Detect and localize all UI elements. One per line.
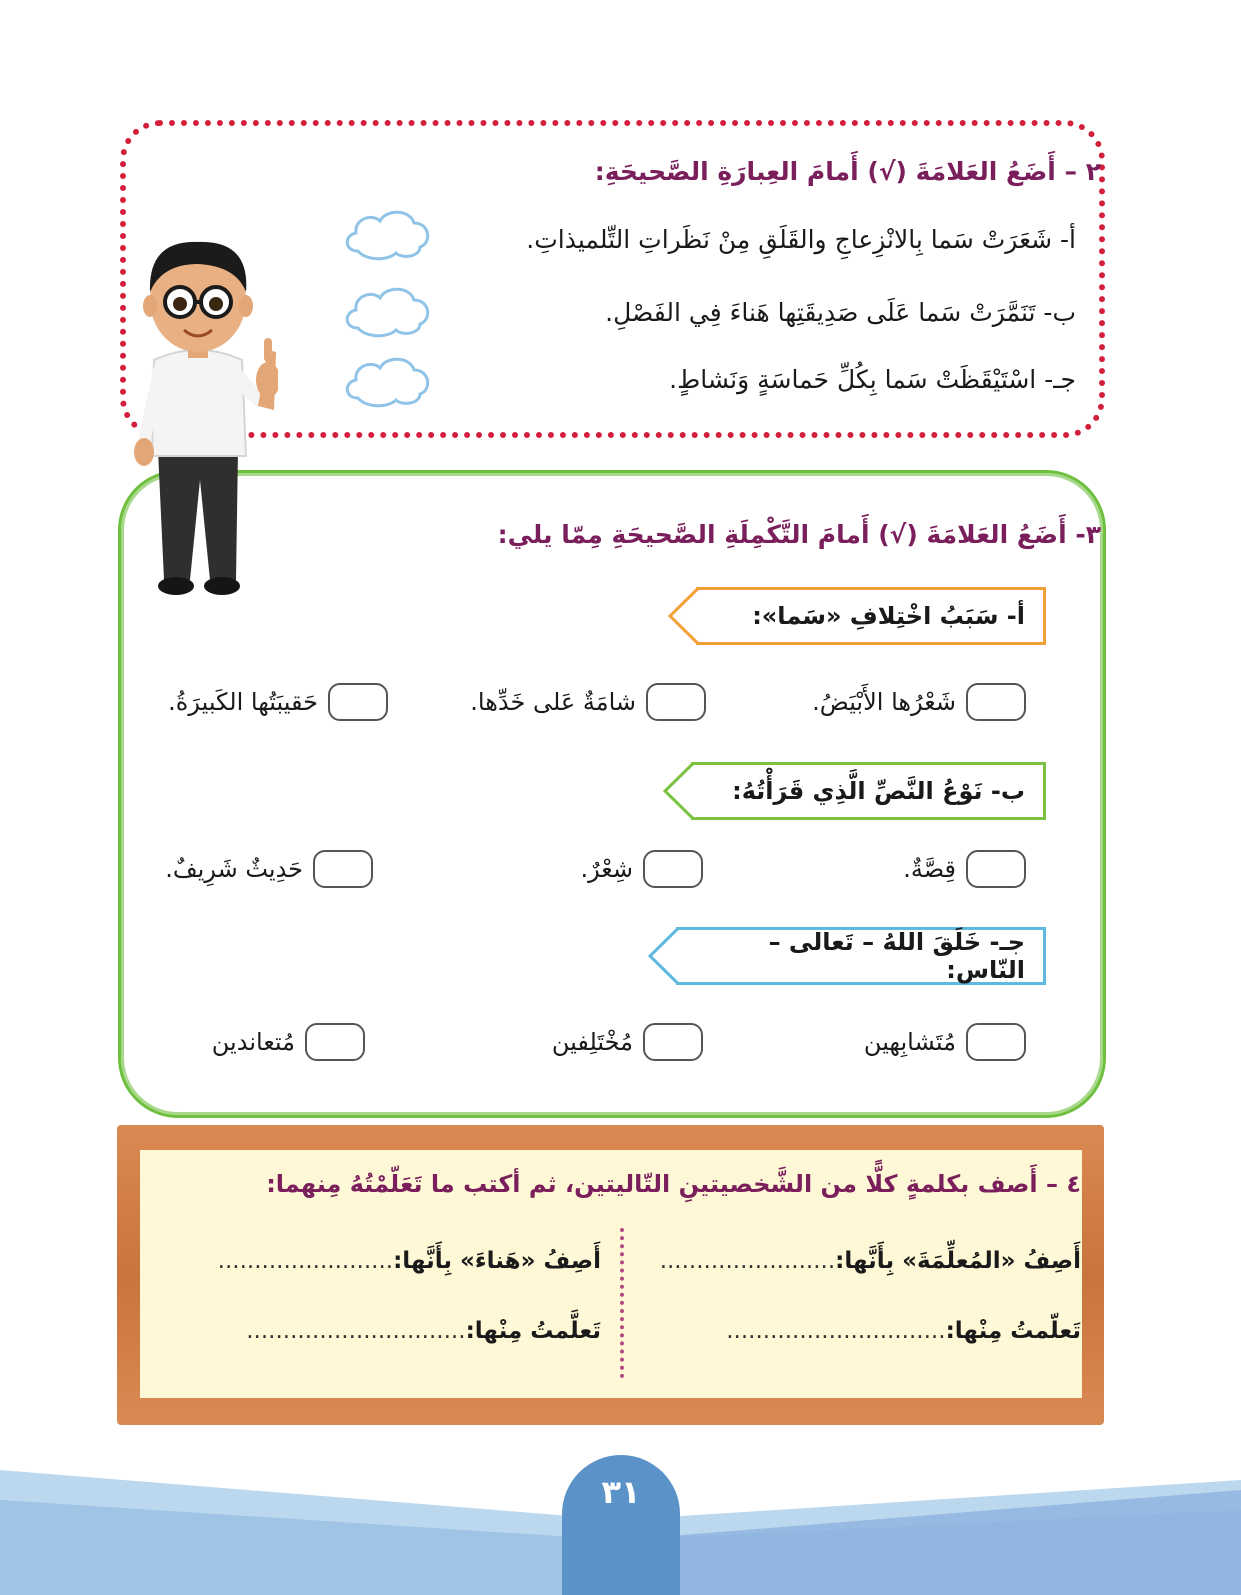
checkbox[interactable] [966,850,1026,888]
option-text: حَقيبَتُها الكَبيرَةُ. [168,688,318,716]
answer-blank[interactable]: .............................. [726,1318,946,1344]
answer-blank[interactable]: .............................. [246,1318,466,1344]
cloud-answer-b[interactable] [340,282,436,338]
learned-hanaa-label: تَعلَّمتُ مِنْها: [465,1318,601,1344]
question-a-text: أ- سَبَبُ اخْتِلافِ «سَما»: [752,602,1025,630]
column-divider [620,1228,624,1378]
describe-teacher-line [660,1248,1081,1274]
question-a-label [696,587,1046,645]
option-text: مُخْتَلِفين [551,1028,633,1056]
learned-hanaa-line [246,1318,601,1344]
cloud-icon [340,282,436,338]
cloud-icon [340,205,436,261]
checkbox[interactable] [305,1023,365,1061]
option-a2[interactable] [470,683,706,721]
option-text: شِعْرٌ. [580,855,633,883]
option-text: شامَةٌ عَلى خَدِّها. [470,688,636,716]
cloud-answer-a[interactable] [340,205,436,261]
statement-c: جـ- اسْتَيْقَظَتْ سَما بِكُلِّ حَماسَةٍ وَنَشاطٍ. [669,365,1076,394]
section-2-title: ٢ – أَضَعُ العَلامَةَ (√) أَمامَ العِبارَةِ الصَّحيحَةِ: [594,157,1101,186]
cloud-icon [340,352,436,408]
option-c1[interactable] [864,1023,1026,1061]
question-c-label [676,927,1046,985]
question-c-text: جـ- خَلَقَ اللهُ – تَعالى – النّاس: [768,928,1025,984]
describe-hanaa-label: أَصِفُ «هَناءَ» بِأَنَّها: [393,1248,601,1274]
option-text: مُتعاندين [211,1028,295,1056]
option-b3[interactable] [165,850,373,888]
page-number: ٣١ [562,1455,680,1595]
learned-teacher-line [726,1318,1081,1344]
option-b1[interactable] [903,850,1026,888]
question-b-text: ب- نَوْعُ النَّصِّ الَّذِي قَرَأْتُهُ: [732,777,1025,805]
option-c2[interactable] [552,1023,703,1061]
option-text: شَعْرُها الأَبْيَضُ. [812,688,956,716]
option-text: مُتَشابِهين [863,1028,956,1056]
statement-b: ب- تَنَمَّرَتْ سَما عَلَى صَدِيقَتِها هَناءَ فِي الفَصْلِ. [605,298,1076,327]
learned-teacher-label: تَعلّمتُ مِنْها: [945,1318,1081,1344]
describe-hanaa-line [218,1248,601,1274]
cloud-answer-c[interactable] [340,352,436,408]
option-a1[interactable] [812,683,1026,721]
checkbox[interactable] [646,683,706,721]
question-b-label [691,762,1046,820]
checkbox[interactable] [966,683,1026,721]
describe-teacher-label: أَصِفُ «المُعلِّمَةَ» بِأَنَّها: [835,1248,1081,1274]
statement-a: أ- شَعَرَتْ سَما بِالانْزِعاجِ والقَلَقِ مِنْ نَظَراتِ التِّلميذاتِ. [526,225,1076,254]
option-b2[interactable] [580,850,703,888]
section-4-title: ٤ – أَصف بكلمةٍ كلًّا من الشَّخصيتينِ التّاليتين، ثم أكتب ما تَعَلّمْتُهُ مِنهما: [266,1170,1081,1198]
answer-blank[interactable]: ........................ [217,1248,394,1274]
section-3-title: ٣- أَضَعُ العَلامَةَ (√) أَمامَ التَّكْمِلَةِ الصَّحيحَةِ مِمّا يلي: [497,520,1101,549]
checkbox[interactable] [643,850,703,888]
boy-thumbs-up-illustration [118,220,278,600]
checkbox[interactable] [966,1023,1026,1061]
option-text: حَدِيثٌ شَرِيفٌ. [165,855,303,883]
tag-arrow-icon [648,927,678,985]
tag-arrow-icon [668,587,698,645]
answer-blank[interactable]: ........................ [659,1248,836,1274]
checkbox[interactable] [313,850,373,888]
option-c3[interactable] [212,1023,365,1061]
option-text: قِصَّةٌ. [903,855,956,883]
option-a3[interactable] [168,683,388,721]
tag-arrow-icon [663,762,693,820]
checkbox[interactable] [328,683,388,721]
checkbox[interactable] [643,1023,703,1061]
